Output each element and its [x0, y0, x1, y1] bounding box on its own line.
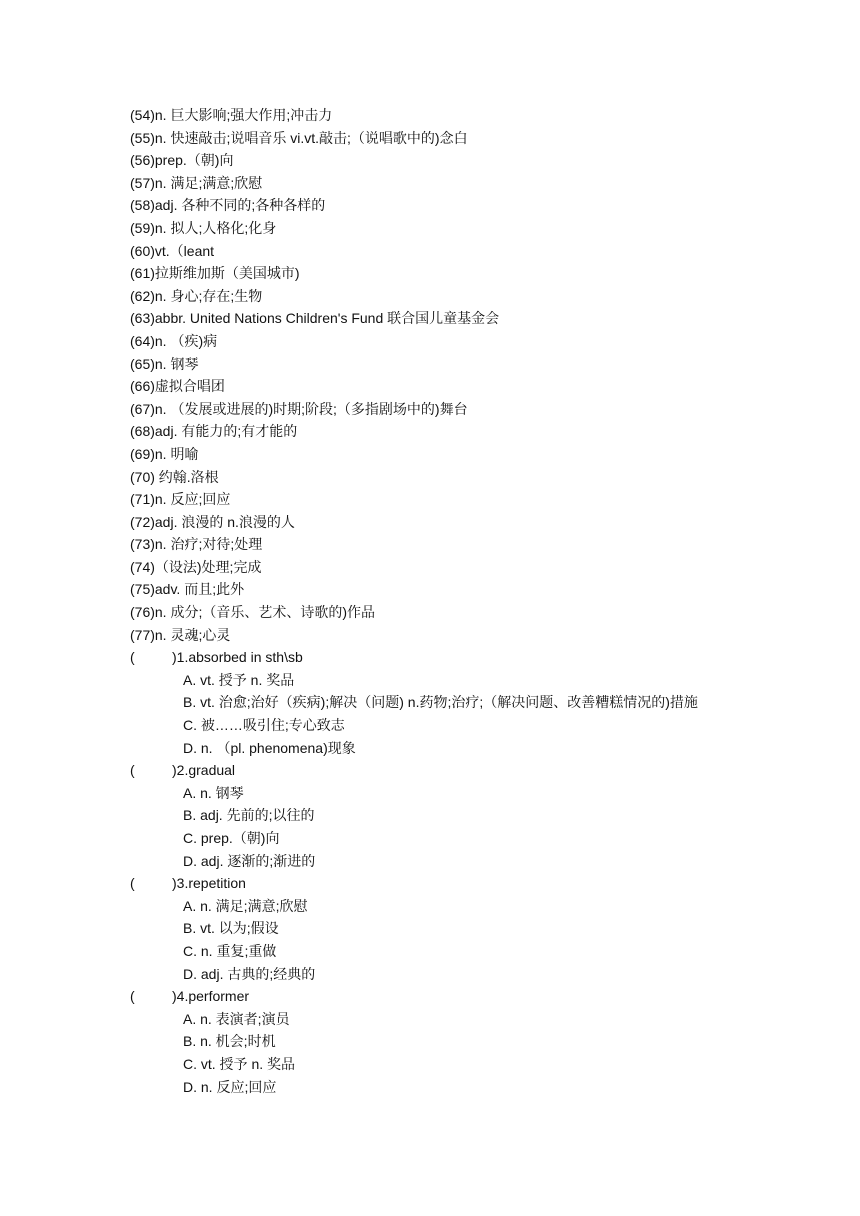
option-c: C. vt. 授予 n. 奖品 [183, 1055, 296, 1072]
definition-item: (65)n. 钢琴 [130, 355, 199, 372]
question-stem [130, 759, 820, 782]
option-a: A. vt. 授予 n. 奖品 [183, 671, 295, 688]
question-3 [130, 872, 820, 985]
question-2 [130, 759, 820, 872]
answer-blank-open: ( [130, 988, 135, 1005]
definition-item: (76)n. 成分;（音乐、艺术、诗歌的)作品 [130, 604, 376, 621]
question-text: )1.absorbed in sth\sb [172, 649, 303, 666]
option-d: D. n. （pl. phenomena)现象 [183, 739, 356, 756]
question-1 [130, 646, 820, 759]
definition-item: (73)n. 治疗;对待;处理 [130, 536, 263, 553]
definition-item: (67)n. （发展或进展的)时期;阶段;（多指剧场中的)舞台 [130, 400, 468, 417]
definition-item: (71)n. 反应;回应 [130, 491, 231, 508]
definition-item: (61)拉斯维加斯（美国城市) [130, 265, 300, 282]
option-c: C. prep.（朝)向 [183, 830, 280, 846]
definition-item: (68)adj. 有能力的;有才能的 [130, 423, 298, 440]
answer-blank-open: ( [130, 649, 135, 666]
definition-item: (56)prep.（朝)向 [130, 152, 234, 169]
question-text: )4.performer [172, 988, 250, 1005]
answer-blank-open: ( [130, 762, 135, 779]
option-d: D. adj. 逐渐的;渐进的 [183, 852, 316, 869]
option-c: C. 被……吸引住;专心致志 [183, 717, 345, 734]
definition-item: (59)n. 拟人;人格化;化身 [130, 219, 277, 236]
option-b: B. vt. 以为;假设 [183, 920, 279, 937]
option-d: D. adj. 古典的;经典的 [183, 965, 316, 982]
definition-item: (74)（设法)处理;完成 [130, 558, 262, 575]
definition-item: (72)adj. 浪漫的 n.浪漫的人 [130, 513, 295, 530]
definition-item: (64)n. （疾)病 [130, 332, 218, 349]
question-4 [130, 985, 820, 1098]
option-a: A. n. 钢琴 [183, 784, 244, 801]
question-stem [130, 985, 820, 1008]
answer-blank-open: ( [130, 875, 135, 892]
definition-item: (60)vt.（leant [130, 242, 215, 259]
option-a: A. n. 满足;满意;欣慰 [183, 897, 308, 914]
definition-item: (66)虚拟合唱团 [130, 378, 225, 395]
definition-item: (62)n. 身心;存在;生物 [130, 287, 263, 304]
option-d: D. n. 反应;回应 [183, 1078, 277, 1095]
definition-item: (75)adv. 而且;此外 [130, 581, 245, 598]
definition-item: (63)abbr. United Nations Children's Fund 联合国儿童基金会 [130, 310, 500, 327]
definition-item: (77)n. 灵魂;心灵 [130, 626, 231, 643]
question-stem [130, 872, 820, 895]
option-b: B. n. 机会;时机 [183, 1033, 276, 1050]
page-content [130, 104, 820, 1098]
definition-list [130, 104, 820, 646]
question-stem [130, 646, 820, 669]
option-b: B. vt. 治愈;治好（疾病);解决（问题) n.药物;治疗;（解决问题、改善糟糕情况的)措施 [183, 694, 698, 711]
option-c: C. n. 重复;重做 [183, 942, 277, 959]
definition-item: (69)n. 明喻 [130, 445, 199, 462]
definition-item: (70) 约翰.洛根 [130, 468, 219, 485]
definition-item: (57)n. 满足;满意;欣慰 [130, 174, 263, 191]
question-text: )2.gradual [172, 762, 236, 779]
definition-item: (58)adj. 各种不同的;各种各样的 [130, 197, 326, 214]
question-text: )3.repetition [172, 875, 246, 892]
definition-item: (54)n. 巨大影响;强大作用;冲击力 [130, 107, 333, 123]
option-a: A. n. 表演者;演员 [183, 1010, 290, 1027]
definition-item: (55)n. 快速敲击;说唱音乐 vi.vt.敲击;（说唱歌中的)念白 [130, 129, 468, 146]
option-b: B. adj. 先前的;以往的 [183, 807, 315, 824]
